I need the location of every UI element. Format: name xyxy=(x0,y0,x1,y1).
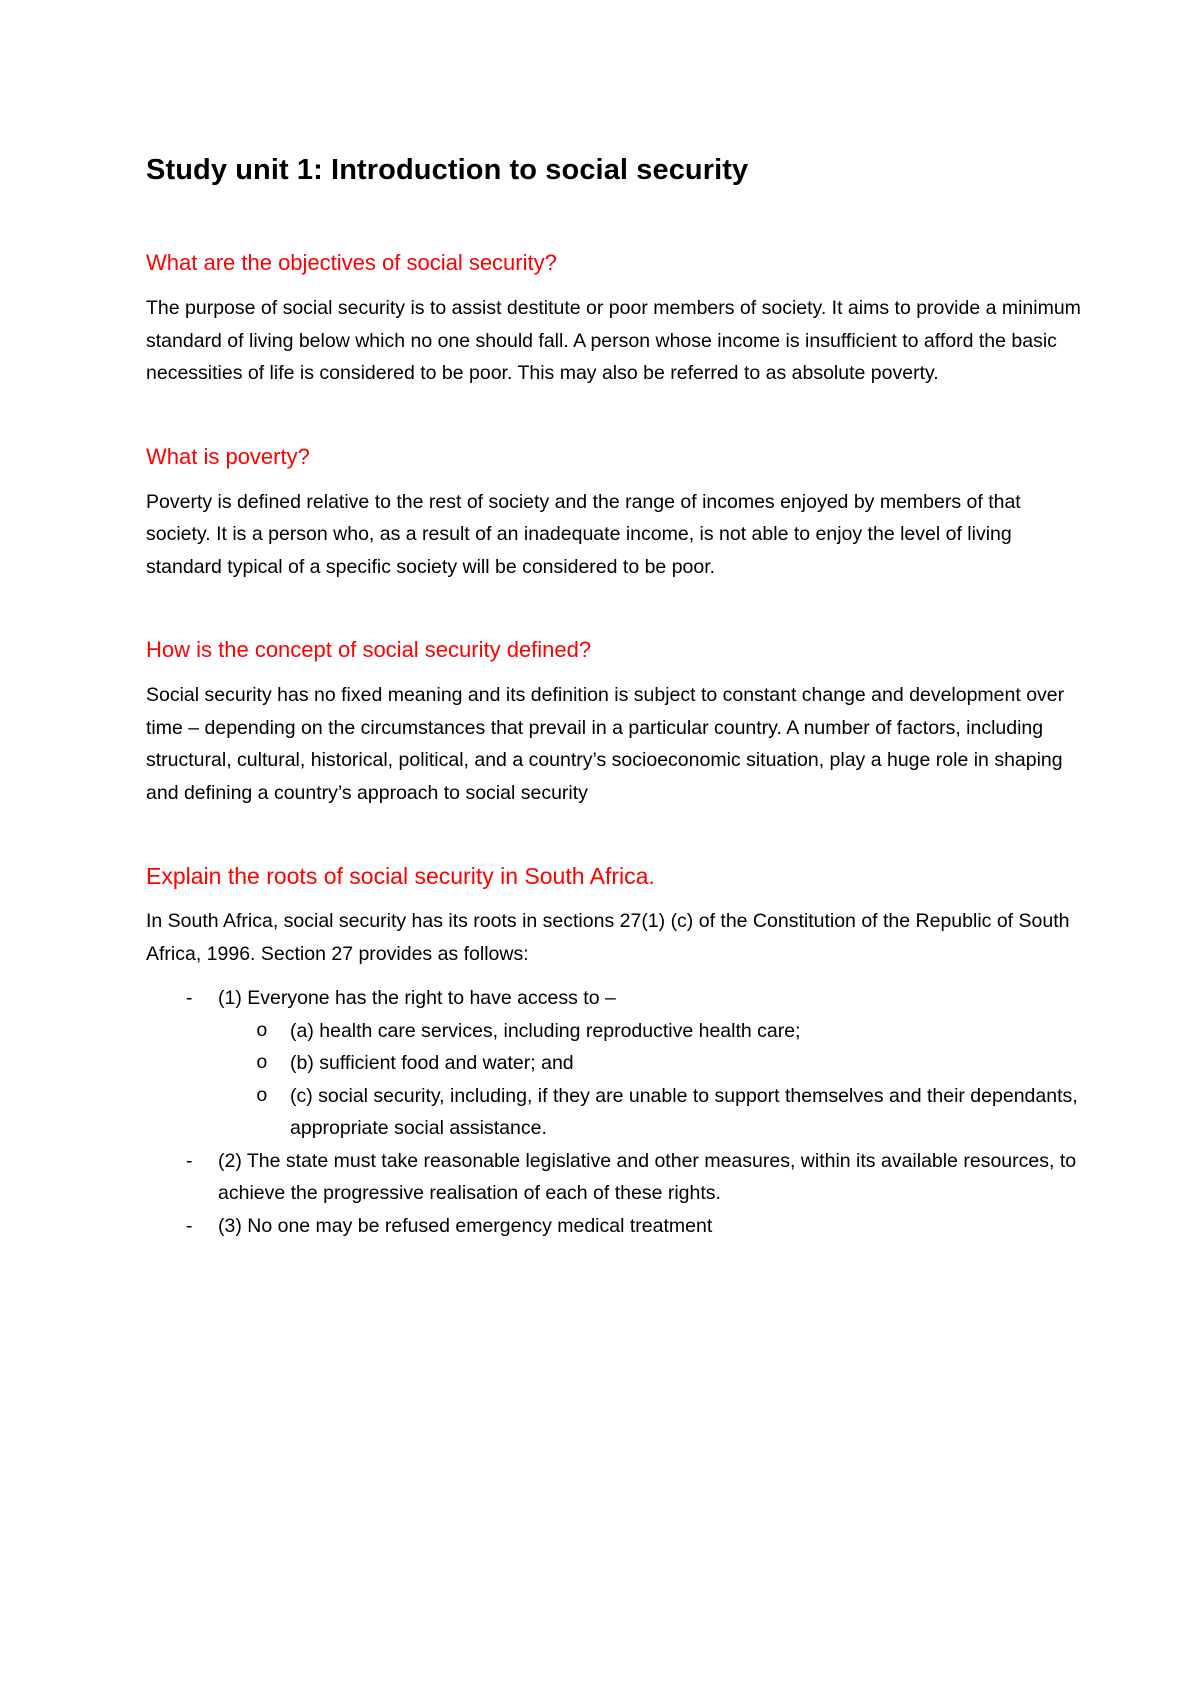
section-objectives xyxy=(146,248,1086,390)
section-body: Poverty is defined relative to the rest of society and the range of incomes enjoyed by members of that society. It is a person who, as a result of an inadequate income, is not able to enjoy the level of living standard typical of a specific society will be considered to be poor. xyxy=(146,490,1021,578)
list-item-text: (2) The state must take reasonable legislative and other measures, within its available resources, to achieve the progressive realisation of each of these rights. xyxy=(218,1149,1077,1204)
section-body: In South Africa, social security has its roots in sections 27(1) (c) of the Constitution of the Republic of South Africa, 1996. Section 27 provides as follows: xyxy=(146,910,1070,965)
circle-bullet: o xyxy=(256,1019,268,1042)
dash-bullet: - xyxy=(186,1149,193,1172)
section-heading: What is poverty? xyxy=(146,443,310,469)
sub-list-item xyxy=(218,1080,1086,1145)
section-heading: Explain the roots of social security in South Africa. xyxy=(146,863,655,889)
page-title: Study unit 1: Introduction to social security xyxy=(146,154,749,186)
section-definition xyxy=(146,635,1086,809)
sub-list-item-text: (b) sufficient food and water; and xyxy=(290,1052,574,1074)
sub-list-item xyxy=(218,1047,1086,1080)
circle-bullet: o xyxy=(256,1052,268,1074)
section-body: The purpose of social security is to assist destitute or poor members of society. It aims to provide a minimum standard of living below which no one should fall. A person whose income is insufficient to afford the basic necessities of life is considered to be poor. This may also be referred to as absolute poverty. xyxy=(146,297,1081,384)
section-roots xyxy=(146,861,1086,1242)
sub-list-item xyxy=(218,1015,1086,1048)
sub-list xyxy=(218,1015,1086,1145)
list-item-text: (1) Everyone has the right to have access to – xyxy=(218,987,616,1009)
dash-bullet: - xyxy=(186,1214,193,1237)
list-item xyxy=(146,1210,1086,1243)
sub-list-item-text: (a) health care services, including reproductive health care; xyxy=(290,1019,801,1042)
dash-bullet: - xyxy=(186,987,193,1009)
list-item xyxy=(146,982,1086,1145)
section-poverty xyxy=(146,442,1086,584)
list-item xyxy=(146,1145,1086,1210)
list-item-text: (3) No one may be refused emergency medical treatment xyxy=(218,1214,713,1237)
constitution-list xyxy=(146,982,1086,1242)
circle-bullet: o xyxy=(256,1084,268,1107)
section-heading: What are the objectives of social security? xyxy=(146,250,557,275)
sub-list-item-text: (c) social security, including, if they are unable to support themselves and their dependants, appropriate social assistance. xyxy=(290,1084,1078,1139)
document-page xyxy=(146,150,1086,1242)
section-heading: How is the concept of social security defined? xyxy=(146,637,592,662)
section-body: Social security has no fixed meaning and its definition is subject to constant change and development over time – depending on the circumstances that prevail in a particular country. A number of factors, including structural, cultural, historical, political, and a country’s socioeconomic situation, play a huge role in shaping and defining a country’s approach to social security xyxy=(146,684,1065,804)
